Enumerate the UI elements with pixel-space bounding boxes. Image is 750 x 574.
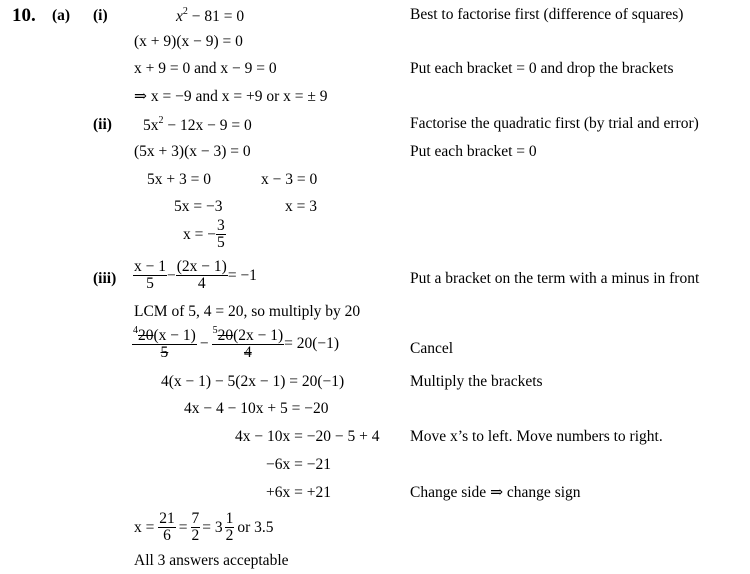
iii-all-answers-note: All 3 answers acceptable [134,552,289,569]
iii-final-answer: x = $\frac{21}{6}$ = $\frac{7}{2}$ = 3 $\frac{1}{2}$ or 3.5 [134,510,274,545]
iii-note-bracket: Put a bracket on the term with a minus in front [410,270,700,287]
i-equation-1: $x^2 - 81 = 0$ [176,6,245,25]
iii-note-multiply: Multiply the brackets [410,373,543,390]
iii-note-move: Move x’s to left. Move numbers to right. [410,428,663,445]
i-equation-3: x + 9 = 0 and x − 9 = 0 [134,60,277,77]
part-label-i: (i) [93,7,108,24]
iii-equation-negative: −6x = −21 [266,456,331,473]
iii-note-change-side: Change side ⇒ change sign [410,484,581,501]
question-number: 10. [12,5,36,26]
part-label-iii: (iii) [93,270,117,287]
i-equation-4: ⇒ x = −9 and x = +9 or x = ± 9 [134,88,328,105]
ii-equation-5: x = − $\frac{3}{5}$ [183,217,225,252]
ii-equation-3b: x − 3 = 0 [261,171,318,188]
ii-note-1: Factorise the quadratic first (by trial and error) [410,115,699,132]
part-label-ii: (ii) [93,116,112,133]
iii-cancel-equation: $\frac{^420(x - 1)}{5}$ − $\frac{^520(2x - 1)}{4}$ = 20(−1) [133,325,340,362]
iii-lcm-line: LCM of 5, 4 = 20, so multiply by 20 [134,303,361,320]
ii-equation-4b: x = 3 [285,198,317,215]
ii-equation-1: $5x^2 - 12x - 9 = 0$ [143,115,252,134]
iii-equation-expand: 4x − 4 − 10x + 5 = −20 [184,400,329,417]
iii-equation-move: 4x − 10x = −20 − 5 + 4 [235,428,380,445]
iii-equation-multiply: 4(x − 1) − 5(2x − 1) = 20(−1) [161,373,345,390]
iii-equation-positive: +6x = +21 [266,484,331,501]
ii-note-2: Put each bracket = 0 [410,143,537,160]
iii-note-cancel: Cancel [410,340,454,357]
ii-equation-2: (5x + 3)(x − 3) = 0 [134,143,251,160]
ii-equation-4a: 5x = −3 [174,198,223,215]
iii-equation-1: $\frac{x - 1}{5}$ − $\frac{(2x - 1)}{4}$ = −1 [134,258,257,293]
i-note-1: Best to factorise first (difference of squares) [410,6,684,23]
i-equation-2: (x + 9)(x − 9) = 0 [134,33,243,50]
i-note-2: Put each bracket = 0 and drop the brackets [410,60,674,77]
part-label-a: (a) [52,7,71,24]
ii-equation-3a: 5x + 3 = 0 [147,171,211,188]
